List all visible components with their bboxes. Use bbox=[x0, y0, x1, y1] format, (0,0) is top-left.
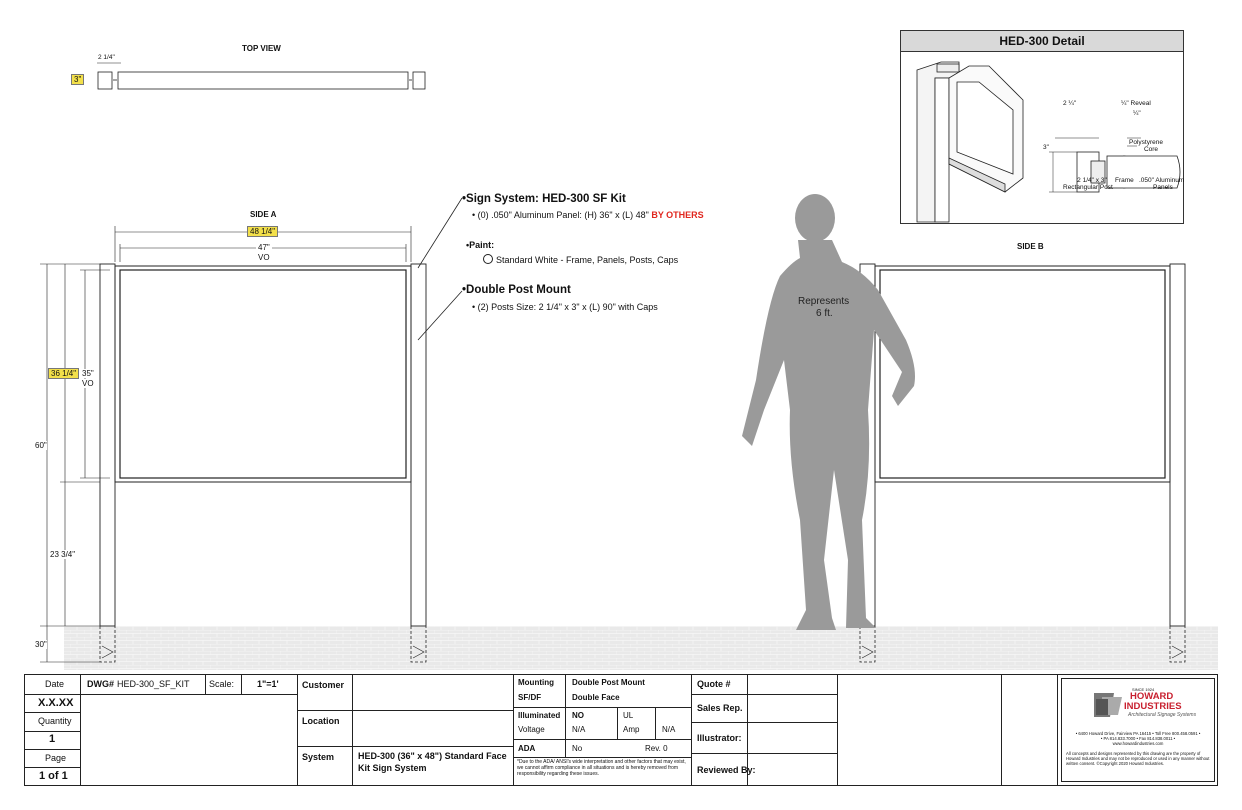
system-value-line1: HED-300 (36" x 48") Standard Face bbox=[358, 751, 507, 761]
detail-drawing bbox=[901, 52, 1183, 224]
side-a-drawing bbox=[40, 198, 462, 662]
detail-title: HED-300 Detail bbox=[901, 31, 1183, 52]
detail-post-label: 2 1/4" x 3" Rectangular Post bbox=[1063, 177, 1113, 191]
mount-title: •Double Post Mount bbox=[462, 284, 571, 296]
detail-core-label: Polystyrene Core bbox=[1129, 139, 1163, 153]
clearance-dim: 23 3/4" bbox=[50, 550, 76, 559]
rev-label: Rev. 0 bbox=[645, 744, 668, 753]
voltage-value: N/A bbox=[572, 725, 586, 734]
vo-height-label: VO bbox=[82, 379, 94, 388]
detail-frame-label: Frame bbox=[1115, 177, 1134, 184]
company-legal: All concepts and designs represented by this drawing are the property of Howard Industries and may not be reproduced or used in any manner without written consent. ©Copyright 2020 Howard Industries. bbox=[1066, 751, 1210, 767]
dwg-value: HED-300_SF_KIT bbox=[117, 679, 190, 689]
paint-title: •Paint: bbox=[466, 240, 495, 250]
vo-width-label: VO bbox=[258, 253, 270, 262]
page-label: Page bbox=[45, 753, 67, 763]
detail-reveal-dim: ¼" Reveal bbox=[1121, 100, 1151, 107]
mounting-label: Mounting bbox=[518, 678, 554, 687]
scale-value: 1"=1' bbox=[257, 679, 279, 689]
mounting-value: Double Post Mount bbox=[572, 678, 645, 687]
amp-value: N/A bbox=[662, 725, 676, 734]
company-name-2: INDUSTRIES bbox=[1124, 701, 1182, 712]
cabinet-height-dim: 36 1/4" bbox=[48, 368, 79, 379]
title-block bbox=[24, 674, 1218, 786]
reviewed-label: Reviewed By: bbox=[697, 765, 756, 775]
company-address: • 6400 Howard Drive, Fairview PA 16415 • Toll Free 800.458.0591 • • PA 814.833.7000 • Fax 814.838.0011 • www.howardindustries.com bbox=[1075, 731, 1201, 747]
company-tag: Architectural Signage Systems bbox=[1128, 712, 1197, 718]
location-label: Location bbox=[302, 716, 340, 726]
quote-label: Quote # bbox=[697, 679, 731, 689]
side-a-title: SIDE A bbox=[250, 210, 277, 219]
overall-width-dim: 48 1/4" bbox=[247, 226, 278, 237]
top-view-title: TOP VIEW bbox=[242, 44, 281, 53]
sales-rep-label: Sales Rep. bbox=[697, 703, 743, 713]
customer-label: Customer bbox=[302, 680, 345, 690]
detail-height-dim: 3" bbox=[1043, 144, 1049, 151]
panel-spec: • (0) .050" Aluminum Panel: (H) 36" x (L) 48" BY OTHERS bbox=[472, 210, 704, 220]
detail-panel-label: .050" Aluminum Panels bbox=[1139, 177, 1185, 191]
sfdf-label: SF/DF bbox=[518, 693, 542, 702]
voltage-label: Voltage bbox=[518, 725, 545, 734]
ground-band bbox=[64, 626, 1218, 670]
illustrator-label: Illustrator: bbox=[697, 733, 742, 743]
human-label-line1: Represents bbox=[798, 296, 850, 307]
radio-icon[interactable] bbox=[483, 254, 493, 264]
page-value: 1 of 1 bbox=[39, 770, 68, 782]
side-b-drawing bbox=[860, 264, 1185, 662]
detail-quarter-dim: ¼" bbox=[1133, 110, 1141, 117]
total-height-dim: 60" bbox=[35, 441, 47, 450]
scale-label: Scale: bbox=[209, 679, 235, 689]
side-b-title: SIDE B bbox=[1017, 242, 1044, 251]
by-others-note: BY OTHERS bbox=[651, 210, 704, 220]
top-view-depth-dim: 3" bbox=[71, 74, 84, 85]
mount-spec: • (2) Posts Size: 2 1/4" x 3" x (L) 90" with Caps bbox=[472, 302, 658, 312]
vo-height-dim: 35" bbox=[82, 369, 94, 378]
top-view-drawing bbox=[97, 63, 425, 89]
ada-label: ADA bbox=[518, 744, 536, 753]
vo-width-dim: 47" bbox=[258, 243, 270, 252]
detail-panel bbox=[900, 30, 1184, 224]
illuminated-label: Illuminated bbox=[518, 711, 561, 720]
company-name-1: HOWARD bbox=[1130, 691, 1174, 702]
quantity-value: 1 bbox=[49, 733, 56, 745]
dwg-label: DWG# bbox=[87, 679, 114, 689]
sign-system-title: •Sign System: HED-300 SF Kit bbox=[462, 193, 626, 205]
date-value: X.X.XX bbox=[38, 697, 74, 709]
paint-option[interactable]: Standard White - Frame, Panels, Posts, Caps bbox=[483, 254, 678, 265]
sfdf-value: Double Face bbox=[572, 693, 620, 702]
date-label: Date bbox=[45, 679, 65, 689]
company-block bbox=[1061, 678, 1215, 782]
company-small: SINCE 1924 bbox=[1132, 687, 1155, 692]
system-label: System bbox=[302, 752, 335, 762]
ul-label: UL bbox=[623, 711, 634, 720]
illuminated-value: NO bbox=[572, 711, 584, 720]
top-view-post-dim: 2 1/4" bbox=[98, 54, 115, 61]
human-label-line2: 6 ft. bbox=[816, 308, 833, 319]
ada-note: *Due to the ADA/ ANSI's wide interpretation and other factors that may exist, we cannot affirm compliance in all situations and is hereby removed from responsibility regarding these issues. bbox=[517, 759, 686, 777]
system-value-line2: Kit Sign System bbox=[358, 763, 427, 773]
ada-value: No bbox=[572, 744, 583, 753]
detail-post-dim: 2 ¼" bbox=[1063, 100, 1077, 107]
embed-dim: 30" bbox=[35, 640, 47, 649]
quantity-label: Quantity bbox=[38, 716, 72, 726]
amp-label: Amp bbox=[623, 725, 640, 734]
